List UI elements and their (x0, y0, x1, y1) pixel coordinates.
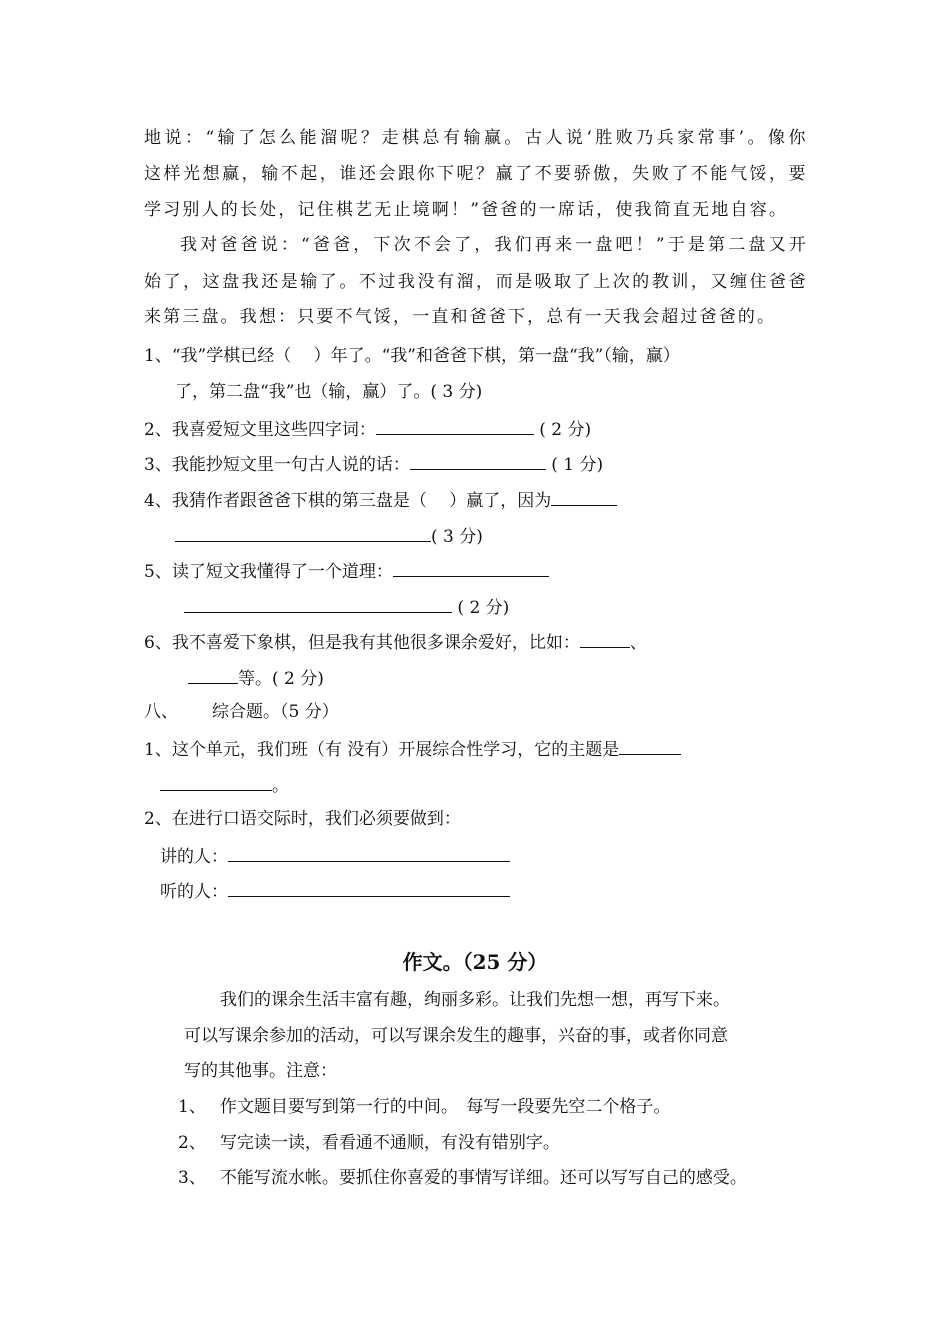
story-char: 地 (711, 200, 729, 220)
story-char: ， (278, 200, 296, 220)
story-char: 爸 (220, 235, 238, 255)
story-char: 处 (259, 200, 277, 220)
question-2-text: 2、我喜爱短文里这些四字词： (144, 420, 376, 440)
answer-blank[interactable] (188, 665, 238, 684)
story-char: 地 (144, 128, 161, 148)
story-char: 下 (507, 307, 525, 327)
story-char: ： (184, 128, 202, 148)
story-char: 爸 (500, 200, 518, 220)
story-char: 我 (634, 200, 652, 220)
story-char: 溜 (456, 272, 474, 292)
question-4-text: 4、我猜作者跟爸爸下棋的第三盘是（ ）赢了，因为 (144, 491, 552, 511)
story-line (144, 305, 774, 329)
question-6-line-1 (144, 629, 647, 655)
answer-blank[interactable] (184, 594, 452, 613)
section-8-question-1-end: 。 (272, 776, 289, 796)
story-char: 爸 (333, 235, 351, 255)
listener-label: 听的人： (160, 882, 228, 902)
story-char: 了 (573, 272, 591, 292)
story-char: 我 (622, 307, 640, 327)
story-char: “ (205, 128, 215, 148)
listener-answer-blank[interactable] (228, 878, 510, 897)
section-8-heading (144, 700, 339, 724)
story-char: 长 (239, 200, 257, 220)
story-char: 爸 (488, 307, 506, 327)
story-char: 输 (217, 128, 235, 148)
story-char: 。 (220, 307, 238, 327)
story-char: 对 (200, 235, 218, 255)
question-1-line-2: 了，第二盘“我”也（输，赢）了。( 3 分) (175, 382, 483, 402)
story-char: 事 (718, 128, 736, 148)
story-char: 爸 (699, 307, 717, 327)
question-4-line-1 (144, 487, 617, 513)
story-char: 而 (495, 272, 513, 292)
story-char: ， (769, 164, 786, 184)
story-char: 常 (697, 128, 715, 148)
section-8-question-2: 2、在进行口语交际时，我们必须要做到： (144, 809, 461, 829)
story-char: 说 (260, 235, 278, 255)
story-char: 走 (381, 128, 399, 148)
story-line (144, 126, 806, 150)
story-char: 简 (653, 200, 671, 220)
story-char: 我 (180, 235, 197, 255)
story-char: 席 (557, 200, 575, 220)
story-char: 败 (651, 164, 669, 184)
story-char: 。 (747, 128, 765, 148)
story-char: 有 (436, 272, 454, 292)
answer-blank[interactable] (580, 629, 630, 648)
section-8-number: 八、 (144, 702, 178, 722)
section-8-title: 综合题。（5 分） (212, 702, 339, 722)
story-char: 一 (584, 307, 602, 327)
story-char: 爸 (312, 235, 330, 255)
story-char: 第 (708, 235, 726, 255)
story-char: 说 (565, 128, 583, 148)
story-char: 盘 (222, 272, 240, 292)
story-char: 是 (687, 235, 705, 255)
story-char: 输 (300, 272, 318, 292)
story-char: 我 (239, 307, 257, 327)
story-char: 上 (593, 272, 611, 292)
story-char: 这 (202, 272, 220, 292)
story-char: 二 (728, 235, 746, 255)
story-char: 爸 (469, 307, 487, 327)
note-number: 1、 (178, 1097, 206, 1117)
story-char: 盘 (595, 235, 613, 255)
story-char: 了 (454, 235, 472, 255)
story-char: 谁 (339, 164, 357, 184)
story-char: 盘 (201, 307, 219, 327)
story-char: 失 (632, 164, 650, 184)
story-char: 吸 (534, 272, 552, 292)
story-char: 你 (788, 128, 806, 148)
answer-blank[interactable] (175, 523, 431, 542)
story-char: “ (301, 235, 310, 255)
story-char: 说 (164, 128, 182, 148)
story-char: 是 (515, 272, 533, 292)
story-char: 爸 (481, 200, 499, 220)
note-number: 3、 (178, 1168, 206, 1188)
story-char: 棋 (335, 200, 353, 220)
story-char: 不 (358, 272, 376, 292)
story-char: 呢 (340, 128, 358, 148)
story-char: 你 (417, 164, 435, 184)
story-char: 了 (319, 272, 337, 292)
story-char: ！ (635, 235, 653, 255)
story-char: 住 (316, 200, 334, 220)
story-char: 样 (163, 164, 181, 184)
note-number: 2、 (178, 1133, 206, 1153)
story-char: 气 (354, 307, 372, 327)
story-char: ” (470, 200, 479, 220)
story-char: 我 (397, 272, 415, 292)
story-char: 无 (374, 200, 392, 220)
story-char: 傲 (593, 164, 611, 184)
story-line (144, 162, 806, 186)
story-char: 次 (612, 272, 630, 292)
story-char: 胜 (595, 128, 613, 148)
question-5-text: 5、读了短文我懂得了一个道理： (144, 562, 393, 582)
story-line (144, 270, 806, 294)
story-char: 能 (710, 164, 728, 184)
story-char: 们 (514, 235, 532, 255)
story-char: 了 (163, 272, 181, 292)
story-char: 来 (144, 307, 161, 327)
story-char: 天 (603, 307, 621, 327)
story-char: 棋 (402, 128, 419, 148)
story-char: 人 (201, 200, 219, 220)
story-char: 我 (494, 235, 512, 255)
story-char: 怎 (258, 128, 276, 148)
story-char: 了 (671, 164, 689, 184)
story-char: 缠 (729, 272, 747, 292)
story-char: ’ (738, 128, 745, 148)
question-5-line-1 (144, 558, 549, 584)
story-char: ， (596, 200, 614, 220)
question-1-line-1: 1、“我”学棋已经（ ）年了。“我”和爸爸下棋，第一盘“我”（输，赢） (144, 346, 680, 366)
story-char: ， (690, 272, 708, 292)
story-char: 艺 (355, 200, 373, 220)
story-char: 馁 (373, 307, 391, 327)
answer-blank[interactable] (551, 487, 617, 506)
composition-note-2 (178, 1131, 560, 1155)
story-char: ， (527, 307, 545, 327)
story-char: 一 (412, 307, 430, 327)
story-char: 总 (546, 307, 564, 327)
story-char: 溜 (320, 128, 338, 148)
story-char: 下 (436, 164, 454, 184)
composition-note-3 (178, 1166, 747, 1190)
section-8-question-1 (144, 736, 681, 762)
listener-line (160, 878, 510, 904)
section-8-question-1-line-2 (160, 772, 289, 798)
story-char: 。 (768, 200, 786, 220)
story-char: 吧 (615, 235, 633, 255)
story-char: 这 (144, 164, 161, 184)
composition-title: 作文。（25 分） (402, 950, 548, 974)
story-char: ， (474, 235, 492, 255)
story-char: 超 (661, 307, 679, 327)
story-char: 第 (163, 307, 181, 327)
story-char: 乃 (636, 128, 654, 148)
story-char: 古 (524, 128, 542, 148)
story-char: ， (612, 164, 630, 184)
story-char: 的 (220, 200, 238, 220)
story-char: ， (353, 235, 371, 255)
story-char: 没 (417, 272, 435, 292)
story-line (144, 198, 786, 222)
story-char: 记 (297, 200, 315, 220)
answer-blank[interactable] (393, 558, 549, 577)
story-char: 境 (412, 200, 430, 220)
story-char: 赢 (483, 128, 501, 148)
story-char: ？ (476, 164, 494, 184)
story-char: 能 (299, 128, 317, 148)
story-char: 习 (163, 200, 181, 220)
story-char: 的 (519, 200, 537, 220)
note-text: 作文题目要写到第一行的中间。 每写一段要先空二个格子。 (219, 1097, 671, 1117)
story-char: 馁 (749, 164, 767, 184)
story-char: ， (319, 164, 337, 184)
question-2-score: ( 2 分) (533, 420, 592, 440)
story-char: 家 (677, 128, 695, 148)
story-char: 下 (373, 235, 391, 255)
note-text: 不能写流水帐。要抓住你喜爱的事情写详细。还可以写写自己的感受。 (219, 1168, 747, 1188)
story-char: 是 (280, 272, 298, 292)
story-char: 于 (667, 235, 685, 255)
story-char: 不 (335, 307, 353, 327)
story-char: 跟 (397, 164, 415, 184)
story-char: 和 (450, 307, 468, 327)
question-5-line-2 (184, 594, 509, 620)
story-char: 还 (261, 272, 279, 292)
story-char: 输 (463, 128, 481, 148)
story-char: 。 (504, 128, 522, 148)
story-char: 么 (279, 128, 297, 148)
story-char: 人 (545, 128, 563, 148)
story-char: 三 (182, 307, 200, 327)
story-char: ！ (451, 200, 468, 220)
story-char: 赢 (495, 164, 513, 184)
story-char: 爸 (769, 272, 786, 292)
speaker-answer-blank[interactable] (228, 843, 510, 862)
question-5-score: ( 2 分) (452, 598, 510, 618)
answer-blank[interactable] (410, 451, 546, 470)
story-char: 有 (565, 307, 583, 327)
story-char: 容 (749, 200, 767, 220)
speaker-line (160, 843, 510, 869)
speaker-label: 讲的人： (160, 847, 228, 867)
composition-intro-2: 可以写课余参加的活动，可以写课余发生的趣事，兴奋的事，或者你同意 (184, 1026, 728, 1046)
story-char: 会 (378, 164, 396, 184)
story-char: 了 (238, 128, 256, 148)
story-char: 会 (433, 235, 451, 255)
story-char: 不 (690, 164, 708, 184)
story-char: ， (393, 307, 411, 327)
story-char: 过 (378, 272, 396, 292)
story-char: ‘ (586, 128, 592, 148)
question-3-score: ( 1 分) (545, 455, 604, 475)
question-6-separator: 、 (629, 633, 647, 653)
story-char: 不 (280, 164, 298, 184)
story-char: 要 (316, 307, 334, 327)
story-char: 始 (144, 272, 161, 292)
story-char: 次 (393, 235, 411, 255)
question-2 (144, 416, 591, 442)
answer-blank[interactable] (376, 416, 534, 435)
story-char: 教 (651, 272, 669, 292)
story-char: 过 (680, 307, 698, 327)
story-char: 我 (241, 272, 259, 292)
composition-note-1 (178, 1095, 670, 1119)
story-char: 呢 (456, 164, 474, 184)
story-char: 爸 (718, 307, 736, 327)
story-char: 会 (642, 307, 660, 327)
story-char: 啊 (431, 200, 449, 220)
story-char: 不 (413, 235, 431, 255)
story-char: 起 (300, 164, 318, 184)
story-char: 。 (757, 307, 774, 327)
story-char: 又 (710, 272, 728, 292)
story-line (180, 233, 806, 257)
story-char: 盘 (748, 235, 766, 255)
story-char: 只 (297, 307, 315, 327)
story-char: 了 (515, 164, 533, 184)
note-text: 写完读一读，看看通不通顺，有没有错别字。 (219, 1133, 560, 1153)
story-char: 要 (554, 164, 572, 184)
story-char: 又 (768, 235, 786, 255)
section-8-question-1-text: 1、这个单元，我们班（有 没有）开展综合性学习，它的主题是 (144, 740, 620, 760)
story-char: 兵 (656, 128, 674, 148)
story-char: 骄 (573, 164, 591, 184)
story-char: 使 (615, 200, 633, 220)
story-char: 别 (182, 200, 200, 220)
story-char: 训 (671, 272, 689, 292)
story-char: 要 (788, 164, 806, 184)
story-char: 。 (339, 272, 357, 292)
story-char: 话 (577, 200, 595, 220)
story-char: 总 (422, 128, 440, 148)
story-char: 还 (358, 164, 376, 184)
story-char: ， (241, 164, 259, 184)
question-3 (144, 451, 603, 477)
story-char: 想 (202, 164, 220, 184)
story-char: 想 (258, 307, 276, 327)
story-char: 一 (575, 235, 593, 255)
story-char: 爸 (240, 235, 258, 255)
composition-intro-1: 我们的课余生活丰富有趣，绚丽多彩。让我们先想一想，再写下来。 (220, 990, 730, 1010)
story-char: 的 (737, 307, 755, 327)
story-char: 输 (261, 164, 279, 184)
story-char: 来 (554, 235, 572, 255)
story-char: 开 (788, 235, 806, 255)
story-char: 取 (554, 272, 572, 292)
question-6-score: 等。( 2 分) (238, 669, 324, 689)
question-6-text: 6、我不喜爱下象棋，但是我有其他很多课余爱好，比如： (144, 633, 580, 653)
story-char: ： (278, 307, 296, 327)
composition-intro-3: 写的其他事。注意： (184, 1061, 337, 1081)
story-char: ： (280, 235, 298, 255)
story-char: ” (655, 235, 665, 255)
story-char: 有 (442, 128, 460, 148)
story-char: 爸 (788, 272, 806, 292)
story-char: 像 (768, 128, 786, 148)
story-char: 败 (615, 128, 633, 148)
story-char: 直 (672, 200, 690, 220)
story-char: 自 (730, 200, 748, 220)
story-char: 住 (749, 272, 767, 292)
story-char: 直 (431, 307, 449, 327)
story-char: ， (183, 272, 201, 292)
question-6-line-2 (188, 665, 324, 691)
story-char: 学 (144, 200, 161, 220)
story-char: 赢 (222, 164, 240, 184)
story-char: 再 (534, 235, 552, 255)
question-4-score: ( 3 分) (431, 527, 483, 547)
question-3-text: 3、我能抄短文里一句古人说的话： (144, 455, 410, 475)
story-char: 光 (183, 164, 201, 184)
story-char: 止 (393, 200, 411, 220)
story-char: ， (476, 272, 494, 292)
story-char: 不 (534, 164, 552, 184)
question-4-line-2 (175, 523, 483, 549)
answer-blank[interactable] (619, 736, 681, 755)
story-char: 的 (632, 272, 650, 292)
story-char: ？ (361, 128, 379, 148)
story-char: 气 (729, 164, 747, 184)
story-char: 一 (538, 200, 556, 220)
story-char: 无 (692, 200, 710, 220)
answer-blank[interactable] (160, 772, 272, 791)
